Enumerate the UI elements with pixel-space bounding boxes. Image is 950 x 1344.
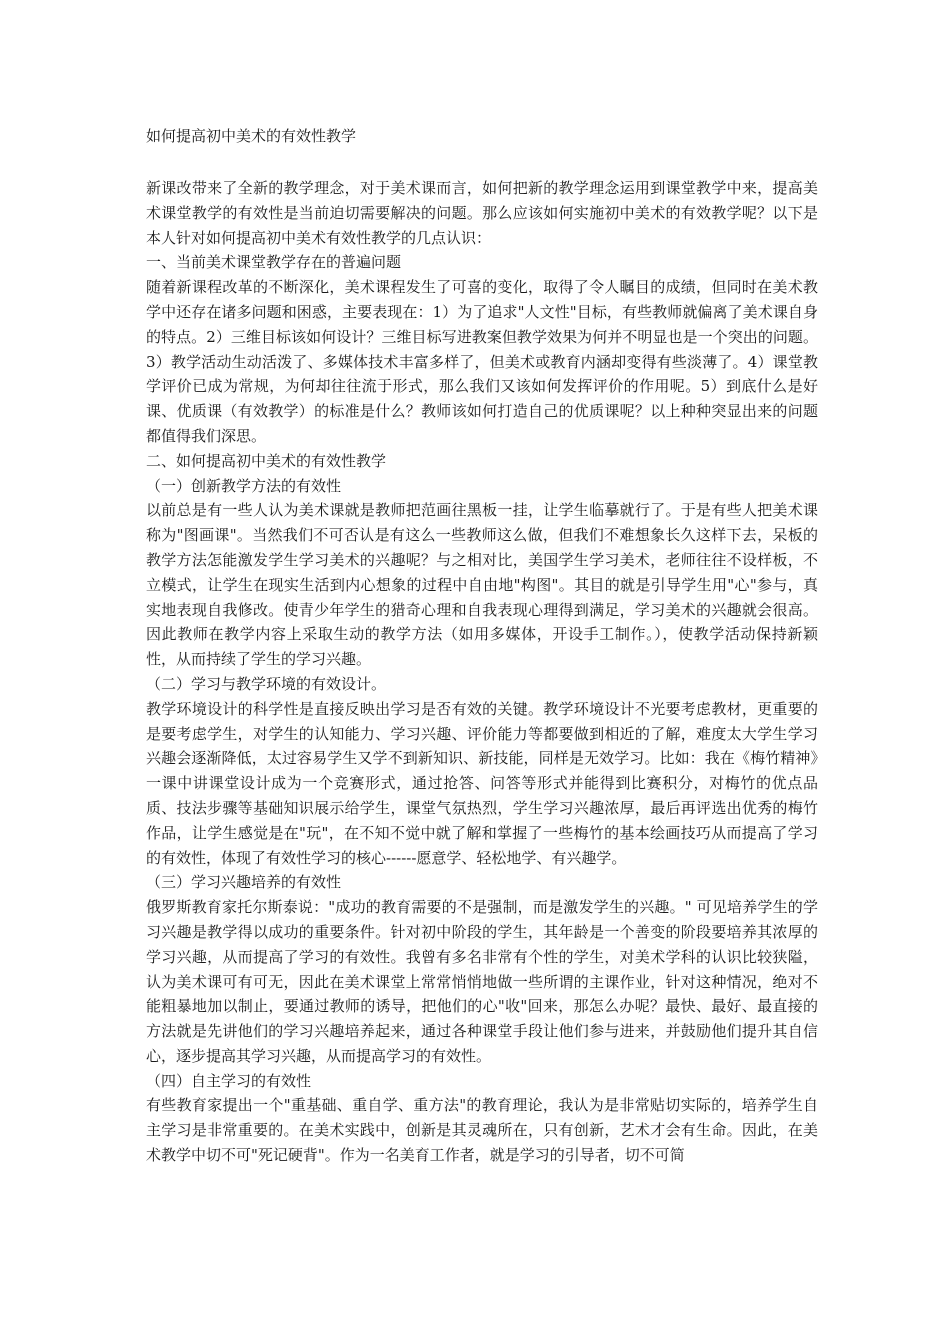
body-paragraph: 教学环境设计的科学性是直接反映出学习是否有效的关键。教学环境设计不光要考虑教材，更重要的是要考虑学生，对学生的认知能力、学习兴趣、评价能力等都要做到相近的了解，难度太大学生学习兴趣会逐渐降低，太过容易学生又学不到新知识、新技能，同样是无效学习。比如：我在《梅竹精神》一课中讲课堂设计成为一个竞赛形式，通过抢答、问答等形式并能得到比赛积分，对梅竹的优点品质、技法步骤等基础知识展示给学生，课堂气氛热烈，学生学习兴趣浓厚，最后再评选出优秀的梅竹作品，让学生感觉是在"玩"，在不知不觉中就了解和掌握了一些梅竹的基本绘画技巧从而提高了学习的有效性，体现了有效性学习的核心------愿意学、轻松地学、有兴趣学。 bbox=[146, 699, 818, 867]
subsection-heading: （三）学习兴趣培养的有效性 bbox=[146, 873, 342, 892]
section-heading: 一、当前美术课堂教学存在的普遍问题 bbox=[146, 253, 402, 272]
body-paragraph: 有些教育家提出一个"重基础、重自学、重方法"的教育理论，我认为是非常贴切实际的，培养学生自主学习是非常重要的。在美术实践中，创新是其灵魂所在，只有创新，艺术才会有生命。因此，在美术教学中切不可"死记硬背"。作为一名美育工作者，就是学习的引导者，切不可简 bbox=[146, 1096, 818, 1165]
document-title: 如何提高初中美术的有效性教学 bbox=[146, 127, 357, 145]
body-paragraph: 俄罗斯教育家托尔斯泰说："成功的教育需要的不是强制，而是激发学生的兴趣。" 可见培养学生的学习兴趣是教学得以成功的重要条件。针对初中阶段的学生，其年龄是一个善变的阶段要培养其浓厚的学习兴趣，从而提高了学习的有效性。我曾有多名非常有个性的学生，对美术学科的认识比较狭隘，认为美术课可有可无，因此在美术课堂上常常悄悄地做一些所谓的主课作业，针对这种情况，绝对不能粗暴地加以制止，要通过教师的诱导，把他们的心"收"回来，那怎么办呢？最快、最好、最直接的方法就是先讲他们的学习兴趣培养起来，通过各种课堂手段让他们参与进来，并鼓励他们提升其自信心，逐步提高其学习兴趣，从而提高学习的有效性。 bbox=[146, 898, 818, 1065]
body-paragraph: 以前总是有一些人认为美术课就是教师把范画往黑板一挂，让学生临摹就行了。于是有些人把美术课称为"图画课"。当然我们不可否认是有这么一些教师这么做，但我们不难想象长久这样下去，呆板的教学方法怎能激发学生学习美术的兴趣呢？与之相对比，美国学生学习美术，老师往往不设样板，不立模式，让学生在现实生活到内心想象的过程中自由地"构图"。其目的就是引导学生用"心"参与，真实地表现自我修改。使青少年学生的猎奇心理和自我表现心理得到满足，学习美术的兴趣就会很高。因此教师在教学内容上采取生动的教学方法（如用多媒体，开设手工制作。），使教学活动保持新颖性，从而持续了学生的学习兴趣。 bbox=[146, 501, 818, 669]
document-body bbox=[146, 176, 818, 1168]
body-paragraph: 随着新课程改革的不断深化，美术课程发生了可喜的变化，取得了令人瞩目的成绩，但同时在美术教学中还存在诸多问题和困惑，主要表现在：1）为了追求"人文性"目标，有些教师就偏离了美术课自身的特点。2）三维目标该如何设计？三维目标写进教案但教学效果为何并不明显也是一个突出的问题。3）教学活动生动活泼了、多媒体技术丰富多样了，但美术或教育内涵却变得有些淡薄了。4）课堂教学评价已成为常规，为何却往往流于形式，那么我们又该如何发挥评价的作用呢。5）到底什么是好课、优质课（有效教学）的标准是什么？教师该如何打造自己的优质课呢？以上种种突显出来的问题都值得我们深思。 bbox=[146, 278, 818, 445]
section-heading: 二、如何提高初中美术的有效性教学 bbox=[146, 451, 387, 470]
intro-paragraph: 新课改带来了全新的教学理念，对于美术课而言，如何把新的教学理念运用到课堂教学中来，提高美术课堂教学的有效性是当前迫切需要解决的问题。那么应该如何实施初中美术的有效教学呢？以下是本人针对如何提高初中美术有效性教学的几点认识： bbox=[146, 179, 818, 247]
subsection-heading: （二）学习与教学环境的有效设计。 bbox=[146, 674, 387, 693]
subsection-heading: （四）自主学习的有效性 bbox=[146, 1071, 312, 1090]
subsection-heading: （一）创新教学方法的有效性 bbox=[146, 476, 342, 495]
